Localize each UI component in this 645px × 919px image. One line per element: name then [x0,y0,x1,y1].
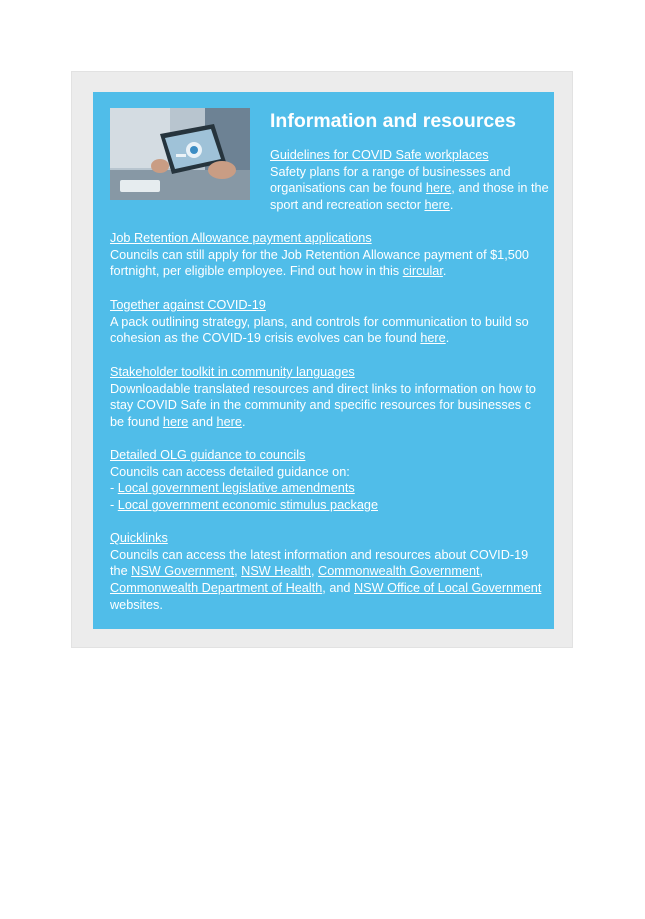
job-retention-link[interactable]: Job Retention Allowance payment applications [110,231,372,245]
toolkit-text: stay COVID Safe in the community and specific resources for businesses c [110,398,531,413]
text-fragment: sport and recreation sector [270,198,425,213]
olg-text: Councils can access detailed guidance on: [110,464,350,479]
together-here-link[interactable]: here [420,331,446,346]
guidelines-link[interactable]: Guidelines for COVID Safe workplaces [270,148,489,162]
text-fragment: , and [322,581,355,596]
quicklinks-section [110,530,554,614]
text-fragment: , [234,564,242,579]
text-fragment: and [188,415,217,430]
quicklinks-text: websites. [110,597,163,612]
text-fragment: . [445,331,450,346]
toolkit-section [110,364,554,431]
text-fragment: the [110,564,132,579]
nsw-government-link[interactable]: NSW Government [131,564,235,579]
together-link[interactable]: Together against COVID-19 [110,298,266,312]
toolkit-text-line [110,414,554,431]
quicklinks-text-line [110,563,554,580]
stimulus-package-link[interactable]: Local government economic stimulus package [117,498,378,513]
text-fragment: , [479,564,484,579]
content-frame [71,71,573,648]
text-fragment: cohesion as the COVID-19 crisis evolves can be found [110,331,421,346]
quicklinks-link[interactable]: Quicklinks [110,531,168,545]
olg-list-item [110,497,554,514]
olg-guidance-link[interactable]: Detailed OLG guidance to councils [110,448,306,462]
text-fragment: be found [110,415,163,430]
commonwealth-health-link[interactable]: Commonwealth Department of Health [110,581,323,596]
toolkit-here-link-1[interactable]: here [162,415,189,430]
sport-here-link[interactable]: here [424,198,450,213]
text-fragment: , [310,564,319,579]
tablet-photo-icon [110,108,250,200]
guidelines-here-link[interactable]: here [425,181,452,196]
legislative-amendments-link[interactable]: Local government legislative amendments [117,481,355,496]
job-retention-text-line [110,263,554,280]
nsw-health-link[interactable]: NSW Health [241,564,311,579]
olg-section [110,447,554,514]
guidelines-text-line [270,197,554,214]
bullet: - [110,481,118,496]
commonwealth-government-link[interactable]: Commonwealth Government [318,564,480,579]
olg-list-item [110,480,554,497]
nsw-olg-link[interactable]: NSW Office of Local Government [354,581,542,596]
together-text-line [110,330,554,347]
bullet: - [110,498,118,513]
together-section [110,297,554,347]
text-fragment: fortnight, per eligible employee. Find out how in this [110,264,403,279]
info-panel [93,92,554,629]
text-fragment: . [241,415,246,430]
job-retention-section [110,230,554,280]
circular-link[interactable]: circular [402,264,443,279]
guidelines-text: Safety plans for a range of businesses and [270,164,511,179]
text-fragment: organisations can be found [270,181,426,196]
guidelines-text-line [270,180,554,197]
quicklinks-text-line [110,580,554,597]
toolkit-text: Downloadable translated resources and direct links to information on how to [110,381,536,396]
toolkit-here-link-2[interactable]: here [216,415,242,430]
together-text: A pack outlining strategy, plans, and controls for communication to build so [110,314,529,329]
toolkit-link[interactable]: Stakeholder toolkit in community languages [110,365,355,379]
job-retention-text: Councils can still apply for the Job Retention Allowance payment of $1,500 [110,247,529,262]
text-fragment: , and those in the [451,181,549,196]
page-title: Information and resources [270,110,516,132]
text-fragment: . [449,198,454,213]
text-fragment: . [442,264,447,279]
guidelines-section [270,147,554,214]
quicklinks-text: Councils can access the latest information and resources about COVID-19 [110,547,529,562]
